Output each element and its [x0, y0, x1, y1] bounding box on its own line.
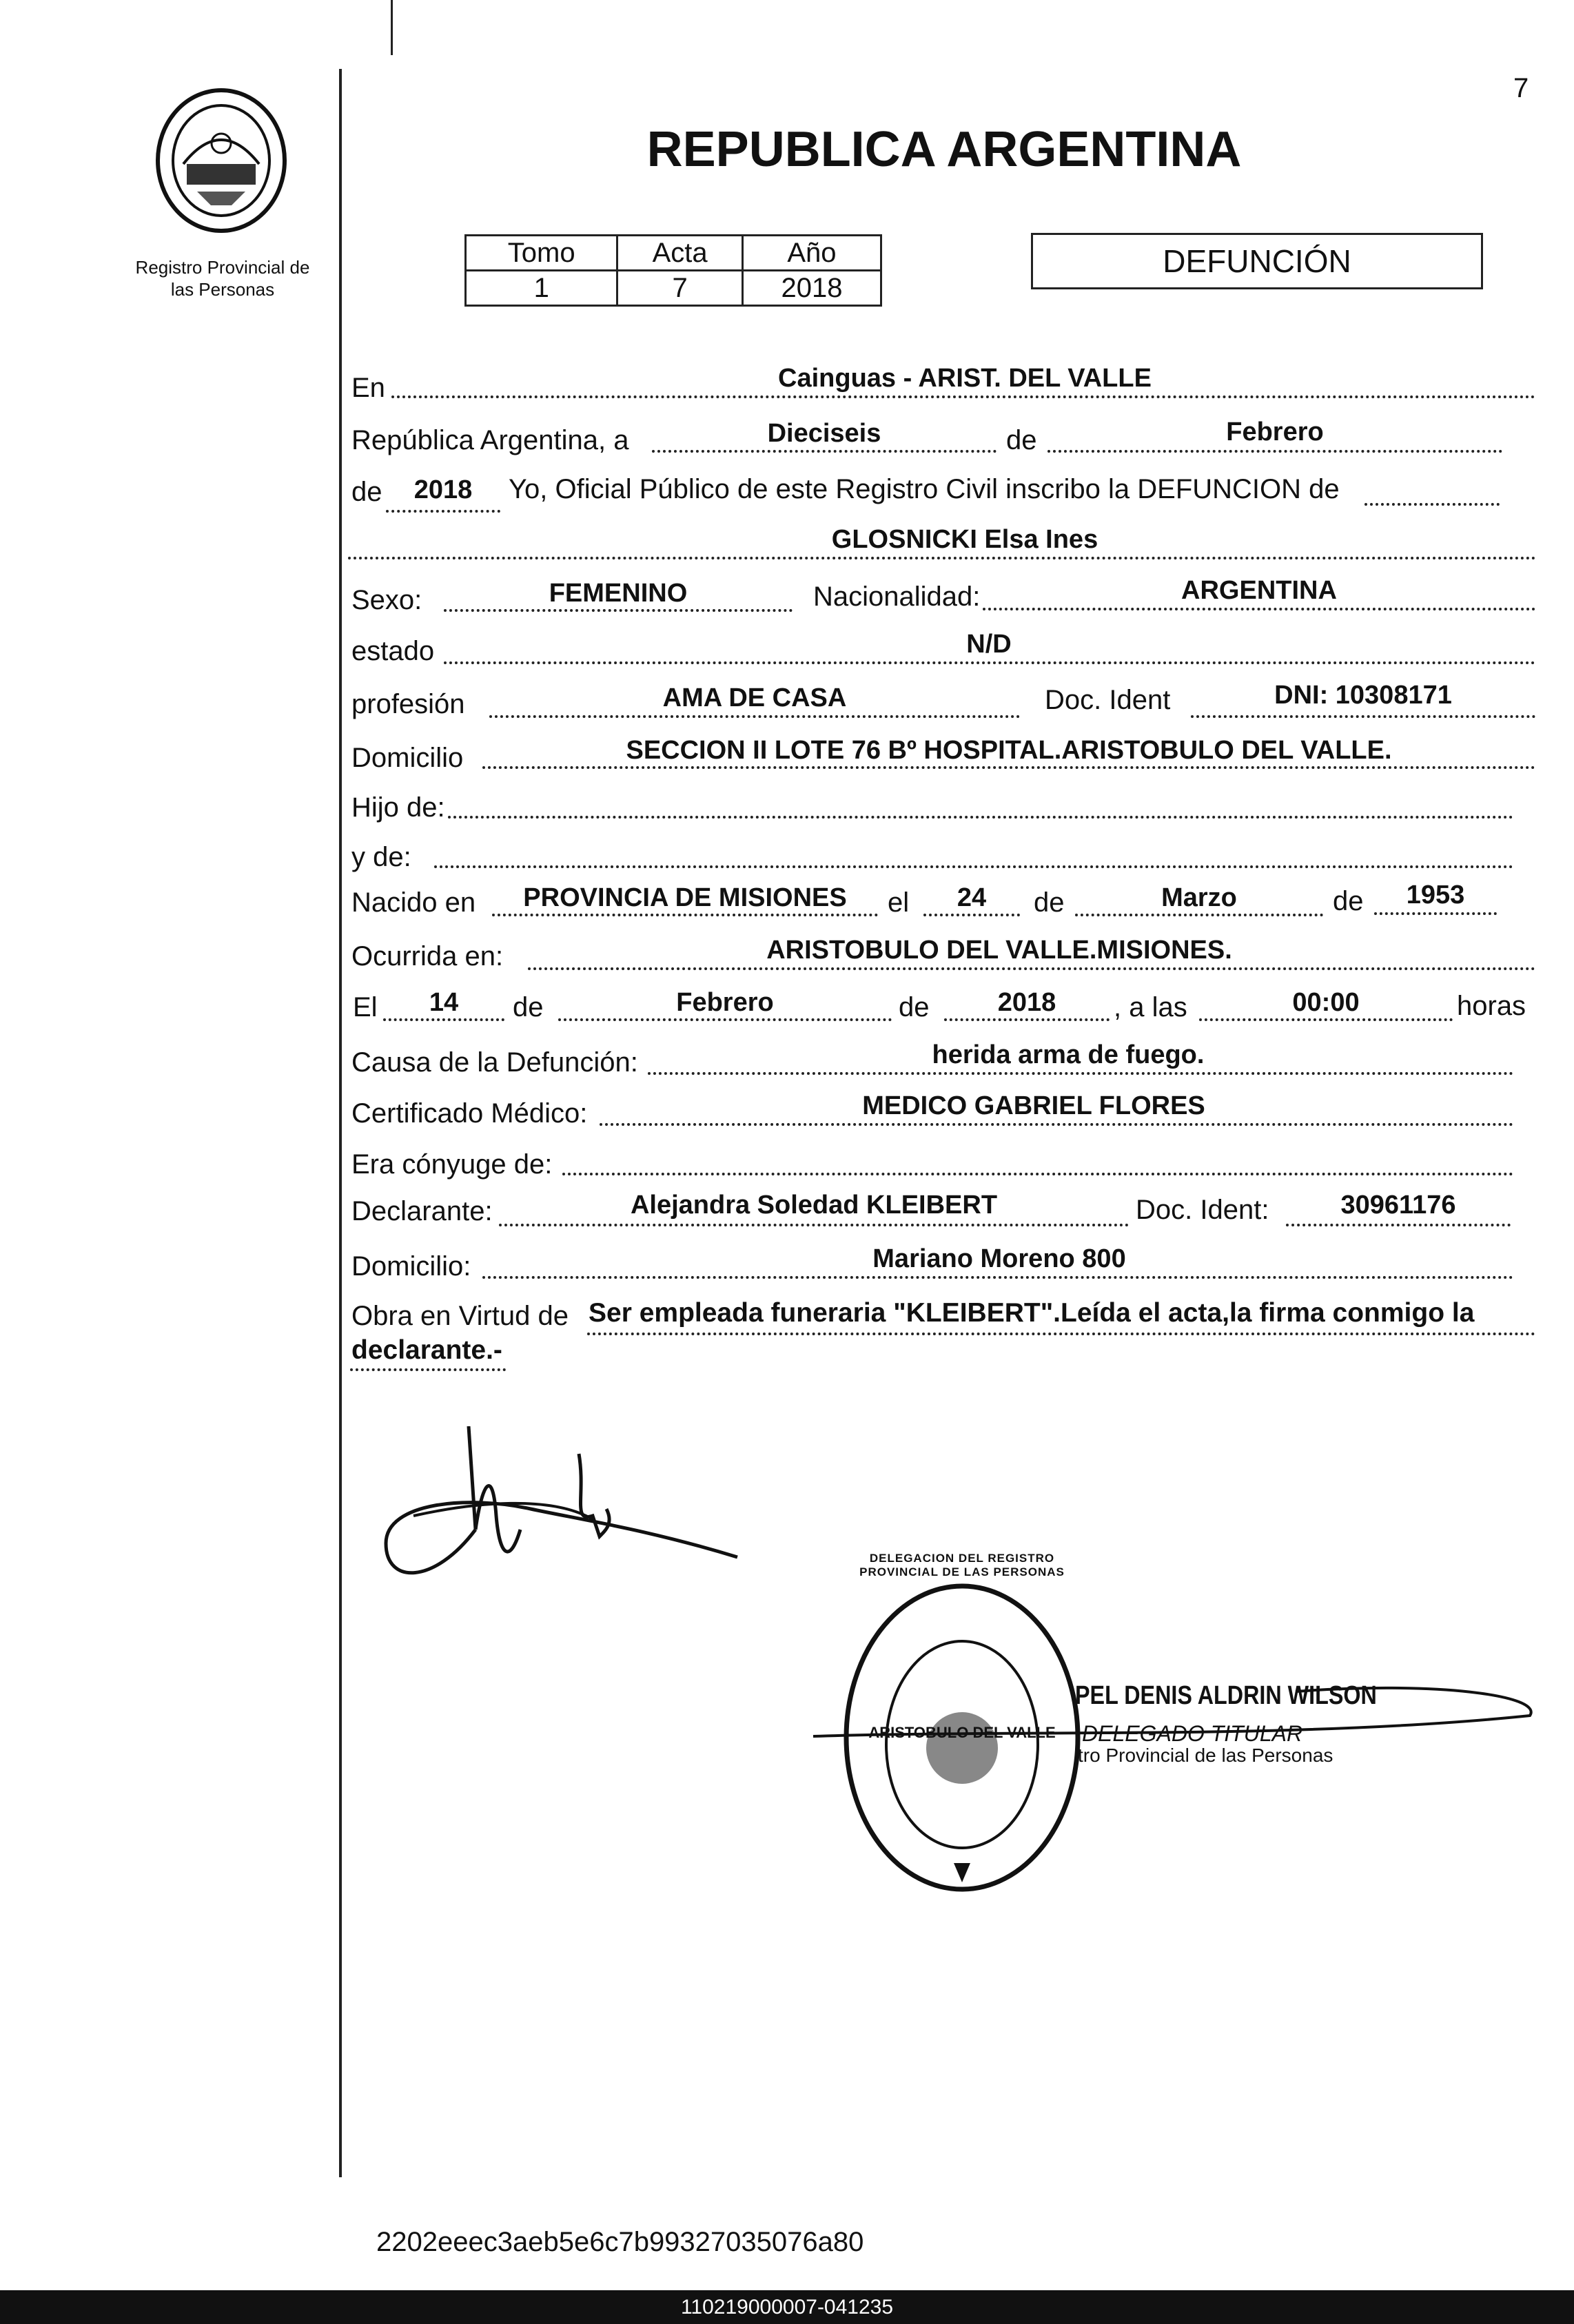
dotted-line [1199, 1018, 1453, 1021]
dotted-line [562, 1173, 1513, 1175]
dotted-line [652, 450, 996, 453]
label-en: En [351, 373, 385, 403]
label-y-de: y de: [351, 842, 411, 872]
dotted-line [1047, 450, 1502, 453]
stamp-inner-text: ARISTOBULO DEL VALLE [868, 1724, 1056, 1741]
dotted-line [528, 967, 1535, 970]
dotted-line [983, 608, 1535, 610]
dotted-line [1075, 914, 1323, 916]
dotted-line [600, 1123, 1513, 1126]
registration-month-value: Febrero [1226, 418, 1324, 446]
province-seal-logo [149, 88, 294, 233]
death-year-value: 2018 [997, 988, 1056, 1017]
birth-place-value: PROVINCIA DE MISIONES [523, 883, 847, 912]
registration-year-value: 2018 [413, 475, 473, 504]
dotted-line [1286, 1224, 1511, 1226]
stamp-signature-loop [813, 1681, 1537, 1743]
stamp-ring-text: DELEGACION DEL REGISTRO PROVINCIAL DE LAS PERSONAS [859, 1552, 1065, 1579]
label-domicilio: Domicilio [351, 743, 464, 773]
dotted-line [448, 816, 1513, 819]
birth-month-value: Marzo [1161, 883, 1237, 912]
civil-status-value: N/D [966, 630, 1012, 659]
dotted-line [482, 766, 1535, 769]
label-de: de [1006, 425, 1037, 455]
dotted-line [350, 1368, 506, 1371]
death-day-value: 14 [429, 988, 459, 1017]
label-hijo-de: Hijo de: [351, 792, 445, 823]
basis-line1-value: Ser empleada funeraria "KLEIBERT".Leída el acta,la firma conmigo la [589, 1298, 1475, 1328]
official-name: PEL DENIS ALDRIN WILSON [1075, 1681, 1377, 1710]
document-hash: 2202eeec3aeb5e6c7b99327035076a80 [376, 2227, 864, 2257]
document-title: REPUBLICA ARGENTINA [646, 122, 1242, 177]
dotted-line [648, 1072, 1513, 1075]
label-horas: horas [1457, 991, 1526, 1021]
act-type-box: DEFUNCIÓN [1031, 233, 1483, 289]
place-value: Cainguas - ARIST. DEL VALLE [778, 364, 1152, 393]
death-time-value: 00:00 [1292, 988, 1360, 1017]
dotted-line [1365, 503, 1500, 506]
declarant-value: Alejandra Soledad KLEIBERT [630, 1191, 998, 1220]
dotted-line [489, 715, 1020, 718]
label-obra: Obra en Virtud de [351, 1301, 569, 1331]
label-a-las: , a las [1114, 992, 1187, 1022]
label-nacido-en: Nacido en [351, 887, 476, 918]
dotted-line [434, 865, 1513, 868]
sex-value: FEMENINO [549, 579, 688, 608]
label-domicilio-colon: Domicilio: [351, 1251, 471, 1282]
dotted-line [383, 1018, 504, 1021]
dotted-line [587, 1333, 1535, 1335]
label-certificado: Certificado Médico: [351, 1098, 588, 1129]
label-de: de [1333, 886, 1364, 916]
declarant-doc-value: 30961176 [1340, 1191, 1456, 1220]
margin-line [339, 69, 342, 2177]
dotted-line [923, 914, 1020, 916]
dotted-line [558, 1018, 892, 1021]
registry-name-line2: las Personas [170, 279, 275, 300]
acta-header: Acta [617, 236, 743, 271]
dotted-line [1374, 912, 1497, 915]
dotted-line [348, 557, 1536, 559]
official-org: tro Provincial de las Personas [1078, 1745, 1333, 1766]
certificate-value: MEDICO GABRIEL FLORES [862, 1091, 1205, 1120]
label-sexo: Sexo: [351, 585, 422, 615]
dotted-line [444, 661, 1535, 664]
label-el-cap: El [353, 992, 378, 1022]
declarant-address-value: Mariano Moreno 800 [872, 1244, 1126, 1273]
cause-value: herida arma de fuego. [932, 1040, 1205, 1069]
deceased-name-value: GLOSNICKI Elsa Ines [831, 525, 1098, 554]
dotted-line [944, 1018, 1110, 1021]
label-profesion: profesión [351, 689, 465, 719]
anio-value: 2018 [742, 271, 881, 306]
nationality-value: ARGENTINA [1181, 576, 1337, 605]
registry-name [116, 256, 329, 300]
dotted-line [391, 395, 1535, 398]
dotted-line [482, 1276, 1513, 1279]
basis-line2-value: declarante.- [351, 1335, 502, 1365]
reference-table [464, 234, 882, 307]
death-month-value: Febrero [676, 988, 774, 1017]
birth-day-value: 24 [957, 883, 987, 912]
label-de: de [899, 992, 930, 1022]
registry-name-line1: Registro Provincial de [135, 257, 310, 278]
label-estado: estado [351, 636, 435, 666]
dotted-line [499, 1224, 1129, 1226]
label-doc-ident-colon: Doc. Ident: [1136, 1195, 1269, 1225]
death-place-value: ARISTOBULO DEL VALLE.MISIONES. [766, 936, 1232, 965]
dotted-line [386, 510, 500, 513]
official-title: DELEGADO TITULAR [1082, 1721, 1303, 1746]
dotted-line [492, 914, 878, 916]
label-doc-ident: Doc. Ident [1045, 685, 1171, 715]
declarant-signature [372, 1426, 758, 1605]
label-nacionalidad: Nacionalidad: [813, 582, 981, 612]
page-number: 7 [1513, 73, 1529, 103]
label-republica: República Argentina, a [351, 425, 629, 455]
registration-day-value: Dieciseis [767, 419, 881, 448]
tomo-header: Tomo [466, 236, 617, 271]
birth-year-value: 1953 [1406, 881, 1465, 909]
tomo-value: 1 [466, 271, 617, 306]
label-causa: Causa de la Defunción: [351, 1047, 638, 1078]
address-value: SECCION II LOTE 76 Bº HOSPITAL.ARISTOBULO DEL VALLE. [626, 736, 1392, 765]
dotted-line [444, 609, 793, 612]
acta-value: 7 [617, 271, 743, 306]
fold-mark [391, 0, 393, 55]
label-yo-text: Yo, Oficial Público de este Registro Civil inscribo la DEFUNCION de [509, 474, 1340, 504]
label-de: de [513, 992, 544, 1022]
label-conyuge: Era cónyuge de: [351, 1149, 553, 1180]
dotted-line [1191, 715, 1535, 718]
barcode-text: 110219000007-041235 [680, 2296, 894, 2318]
label-declarante: Declarante: [351, 1196, 493, 1226]
label-de: de [1034, 887, 1065, 918]
label-ocurrida-en: Ocurrida en: [351, 941, 504, 971]
anio-header: Año [742, 236, 881, 271]
barcode-bar [0, 2290, 1574, 2324]
profession-value: AMA DE CASA [662, 683, 847, 712]
document-value: DNI: 10308171 [1274, 681, 1452, 710]
label-de: de [351, 477, 382, 507]
label-el: el [888, 887, 910, 918]
